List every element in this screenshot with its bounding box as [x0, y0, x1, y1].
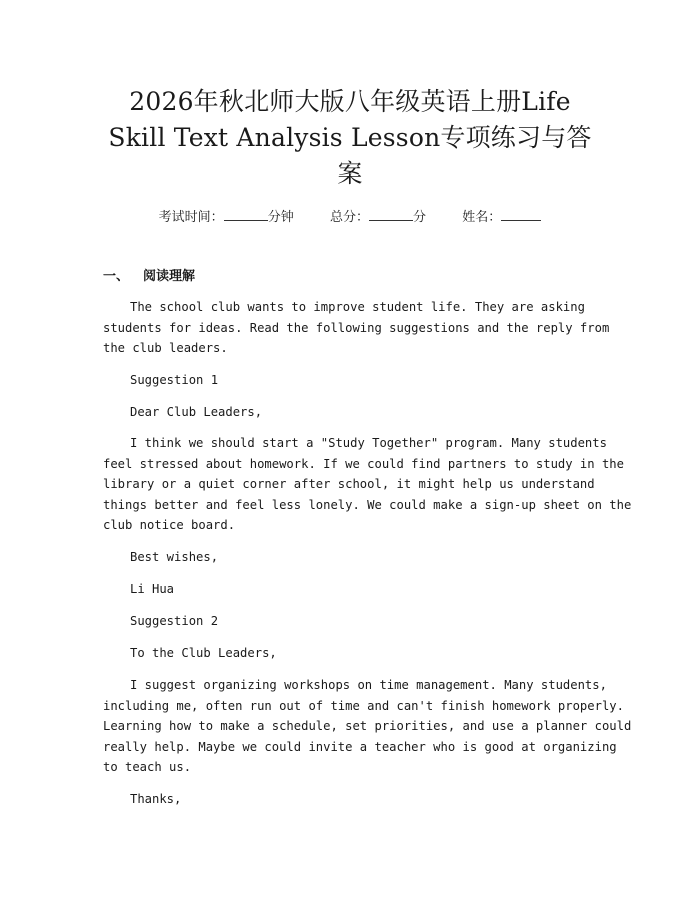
name-blank[interactable]: [501, 208, 541, 221]
letter-1-body: [103, 433, 632, 536]
name-label: 姓名：: [462, 210, 502, 225]
score-unit: 分: [413, 210, 427, 225]
text-line: Learning how to make a schedule, set priorities, and use a planner could: [103, 719, 632, 733]
letter-1-signature: [103, 579, 603, 600]
title-line-2: Skill Text Analysis Lesson专项练习与答: [108, 123, 592, 152]
text-line: library or a quiet corner after school, it might help us understand: [103, 477, 595, 491]
title-line-3: 案: [337, 159, 363, 188]
text-line: Li Hua: [130, 582, 175, 596]
letter-1-salutation: [103, 402, 603, 423]
text-line: Suggestion 1: [130, 373, 219, 387]
text-line: club notice board.: [103, 518, 236, 532]
text-line: To the Club Leaders,: [130, 646, 277, 660]
text-line: I think we should start a "Study Together" program. Many students: [130, 436, 607, 450]
letter-2-salutation: [103, 643, 603, 664]
text-line: to teach us.: [103, 760, 192, 774]
text-line: feel stressed about homework. If we could find partners to study in the: [103, 456, 624, 471]
text-line: I suggest organizing workshops on time management. Many students,: [130, 678, 607, 692]
section-heading: [103, 265, 195, 284]
text-line: students for ideas. Read the following suggestions and the reply from: [103, 320, 610, 335]
text-line: The school club wants to improve student life. They are asking: [130, 300, 585, 314]
time-label: 考试时间：: [158, 210, 224, 225]
text-line: really help. Maybe we could invite a teacher who is good at organizing: [103, 739, 617, 754]
letter-2-closing: [103, 789, 603, 810]
score-blank[interactable]: [369, 208, 413, 221]
text-line: Suggestion 2: [130, 614, 219, 628]
paragraph-intro: [103, 297, 610, 359]
time-blank[interactable]: [224, 208, 268, 221]
letter-1-closing: [103, 547, 603, 568]
text-line: things better and feel less lonely. We could make a sign-up sheet on the: [103, 497, 632, 512]
text-line: including me, often run out of time and can't finish homework properly.: [103, 698, 624, 713]
text-line: Best wishes,: [130, 550, 219, 564]
score-label: 总分：: [329, 210, 369, 225]
section-number: 一、: [103, 269, 130, 284]
text-line: Thanks,: [130, 792, 182, 806]
exam-meta: [0, 206, 700, 225]
section-title: 阅读理解: [143, 269, 196, 284]
text-line: Dear Club Leaders,: [130, 405, 263, 419]
suggestion-1-heading: [103, 370, 603, 391]
title-line-1: 2026年秋北师大版八年级英语上册Life: [129, 87, 571, 116]
document-title: [60, 84, 640, 192]
letter-2-body: [103, 675, 632, 778]
time-unit: 分钟: [267, 210, 294, 225]
suggestion-2-heading: [103, 611, 603, 632]
text-line: the club leaders.: [103, 341, 228, 355]
